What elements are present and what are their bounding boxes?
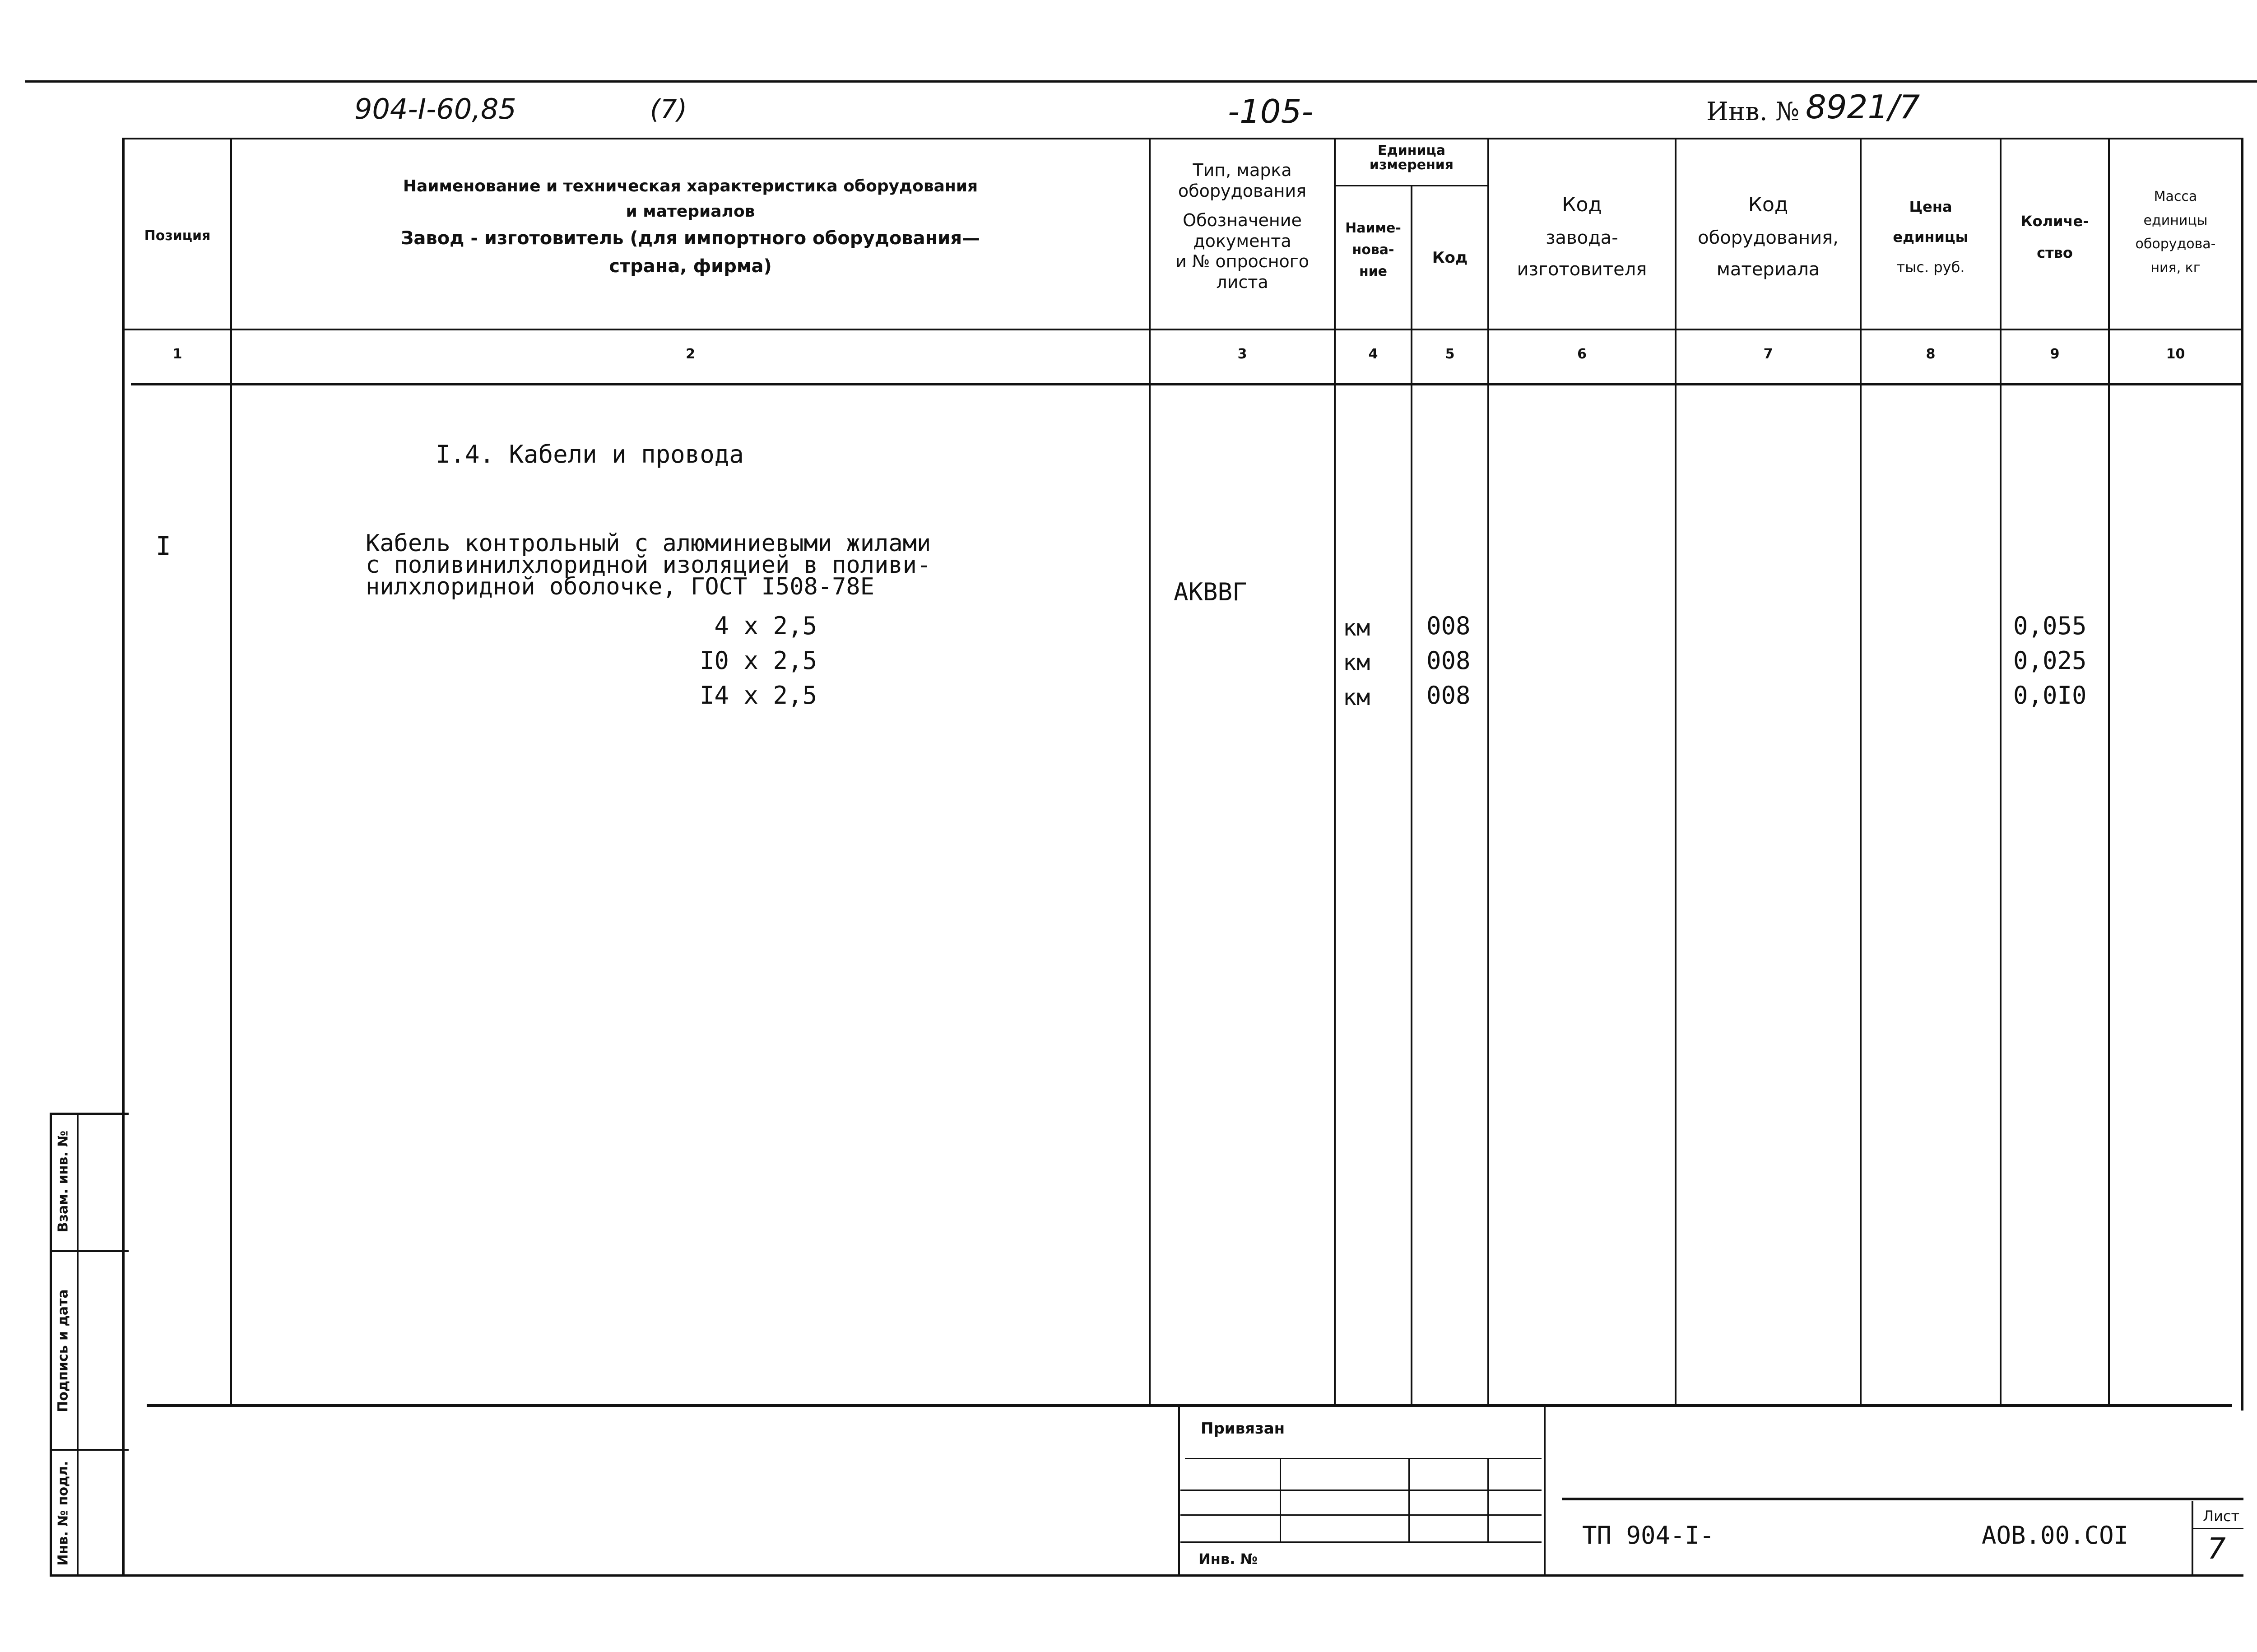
header-col9-line1: Количе- (2020, 213, 2089, 230)
row-size: 4 x 2,5 (714, 612, 817, 640)
header-col3-line3: Обозначение (1183, 210, 1302, 231)
header-col9-line2: ство (2037, 244, 2073, 262)
colnum-2: 2 (686, 346, 695, 362)
colnum-5: 5 (1445, 346, 1455, 362)
header-col10-line4: ния, кг (2150, 260, 2201, 276)
list-box-mid (2192, 1528, 2243, 1529)
item-desc-line2: с поливинилхлоридной изоляцией в поливи- (366, 552, 931, 579)
row-qty: 0,025 (2013, 646, 2087, 675)
titleblock-top-line (1562, 1498, 2243, 1500)
stamp-inner-v1 (1280, 1458, 1281, 1541)
header-col4-line2: нова- (1352, 242, 1394, 258)
col-divider-9 (2108, 138, 2110, 1406)
stamp-box-right (1544, 1404, 1546, 1575)
colnum-10: 10 (2166, 346, 2185, 362)
col-divider-4 (1411, 185, 1412, 1406)
list-number: 7 (2207, 1532, 2226, 1566)
header-col6 (1489, 187, 1675, 285)
inv-label: Инв. № (1706, 97, 1800, 126)
header-top-line (122, 138, 2243, 139)
sidebox-inv-podl: Инв. № подл. (55, 1461, 71, 1566)
top-border-line (25, 80, 2257, 83)
row-unit: км (1343, 684, 1370, 710)
header-col3-line6: листа (1216, 272, 1268, 292)
header-col4-line1: Наиме- (1345, 220, 1401, 236)
header-col9 (2002, 205, 2108, 269)
header-col7 (1676, 187, 1860, 285)
doc-code: 904-I-60,85 (354, 93, 516, 125)
header-col2 (232, 174, 1149, 280)
stamp-privyazan: Привязан (1201, 1420, 1285, 1438)
header-col2-line2: и материалов (626, 202, 755, 221)
header-col4 (1336, 218, 1411, 283)
sidebox-vzam: Взам. инв. № (55, 1130, 71, 1233)
row-unit: км (1343, 650, 1370, 676)
header-col8-line3: тыс. руб. (1896, 259, 1965, 276)
header-col10 (2110, 185, 2241, 280)
col-divider-5 (1487, 138, 1489, 1406)
header-col3-line2: оборудования (1178, 181, 1307, 201)
stamp-inv-no: Инв. № (1198, 1550, 1258, 1568)
sidebox-div1 (50, 1250, 129, 1252)
header-col10-line1: Масса (2154, 189, 2197, 204)
colnum-6: 6 (1577, 346, 1587, 362)
sheet-paren: (7) (650, 94, 687, 125)
colnum-4: 4 (1368, 346, 1378, 362)
col-divider-1 (230, 138, 232, 1406)
sidebox-podpis: Подпись и дата (55, 1289, 71, 1412)
item-desc-line3: нилхлоридной оболочке, ГОСТ I508-78Е (366, 573, 875, 600)
col-divider-7 (1860, 138, 1862, 1406)
col-divider-3 (1334, 138, 1336, 1406)
header-unit-line1: Единица (1378, 143, 1445, 158)
header-col2-line1: Наименование и техническая характеристика оборудования (403, 177, 978, 195)
item-position: I (156, 532, 171, 561)
unit-group-line (1334, 185, 1487, 186)
header-col7-line1: Код (1748, 193, 1788, 216)
header-col6-line2: завода- (1546, 227, 1618, 248)
colnum-1: 1 (172, 346, 182, 362)
header-col7-line3: материала (1716, 259, 1820, 280)
row-qty: 0,055 (2013, 612, 2087, 640)
list-label: Лист (2203, 1508, 2240, 1525)
header-col2-line3: Завод - изготовитель (для импортного оборудования— (400, 227, 980, 249)
body-bottom-line (147, 1404, 2232, 1407)
header-col4-line3: ние (1359, 264, 1388, 279)
titleblock-doc-left: ТП 904-I- (1582, 1521, 1714, 1550)
header-col6-line3: изготовителя (1517, 259, 1647, 280)
header-col5: Код (1432, 249, 1468, 267)
header-col7-line2: оборудования, (1698, 227, 1839, 248)
section-title: I.4. Кабели и провода (436, 440, 744, 469)
header-col8-line1: Цена (1909, 198, 1952, 215)
header-unit-group (1336, 144, 1487, 172)
stamp-inner-v3 (1487, 1458, 1489, 1541)
header-col6-line1: Код (1562, 193, 1602, 216)
header-col3-line1: Тип, марка (1193, 160, 1292, 180)
header-unit-line2: измерения (1369, 157, 1454, 173)
header-col2-line4: страна, фирма) (609, 255, 772, 277)
row-size: I4 x 2,5 (699, 681, 817, 710)
row-code: 008 (1426, 681, 1471, 710)
item-description (366, 530, 931, 600)
stamp-inner-v2 (1408, 1458, 1410, 1541)
row-qty: 0,0I0 (2013, 681, 2087, 710)
colnum-9: 9 (2050, 346, 2060, 362)
row-size: I0 x 2,5 (699, 646, 817, 675)
inv-number: 8921/7 (1806, 88, 1920, 126)
header-col10-line3: оборудова- (2135, 236, 2216, 252)
colnum-3: 3 (1237, 346, 1247, 362)
col-divider-6 (1675, 138, 1676, 1406)
col-divider-8 (2000, 138, 2002, 1406)
stamp-box-left (1178, 1404, 1180, 1575)
header-col1: Позиция (144, 228, 211, 244)
header-col3-line5: и № опросного (1175, 251, 1310, 272)
header-col3-line4: документа (1193, 231, 1291, 251)
colnum-bottom-line (131, 383, 2243, 385)
header-col10-line2: единицы (2143, 212, 2208, 228)
page-bottom-line (50, 1574, 2243, 1577)
header-col8 (1862, 192, 2000, 283)
header-bottom-line (122, 329, 2243, 330)
list-box-left (2192, 1501, 2193, 1574)
row-unit: км (1343, 615, 1370, 641)
colnum-7: 7 (1763, 346, 1773, 362)
stamp-line-4 (1180, 1541, 1542, 1543)
header-col3 (1151, 160, 1334, 293)
sidebox-outer-left (50, 1113, 52, 1575)
row-code: 008 (1426, 646, 1471, 675)
col-divider-2 (1149, 138, 1151, 1406)
titleblock-doc-right: АОВ.00.СОI (1982, 1521, 2129, 1550)
item-desc-line1: Кабель контрольный с алюминиевыми жилами (366, 530, 931, 557)
sidebox-mid (77, 1113, 79, 1575)
item-type: АКВВГ (1174, 578, 1247, 606)
row-code: 008 (1426, 612, 1471, 640)
colnum-8: 8 (1926, 346, 1936, 362)
header-col8-line2: единицы (1893, 228, 1969, 246)
page-number: -105- (1228, 93, 1314, 130)
